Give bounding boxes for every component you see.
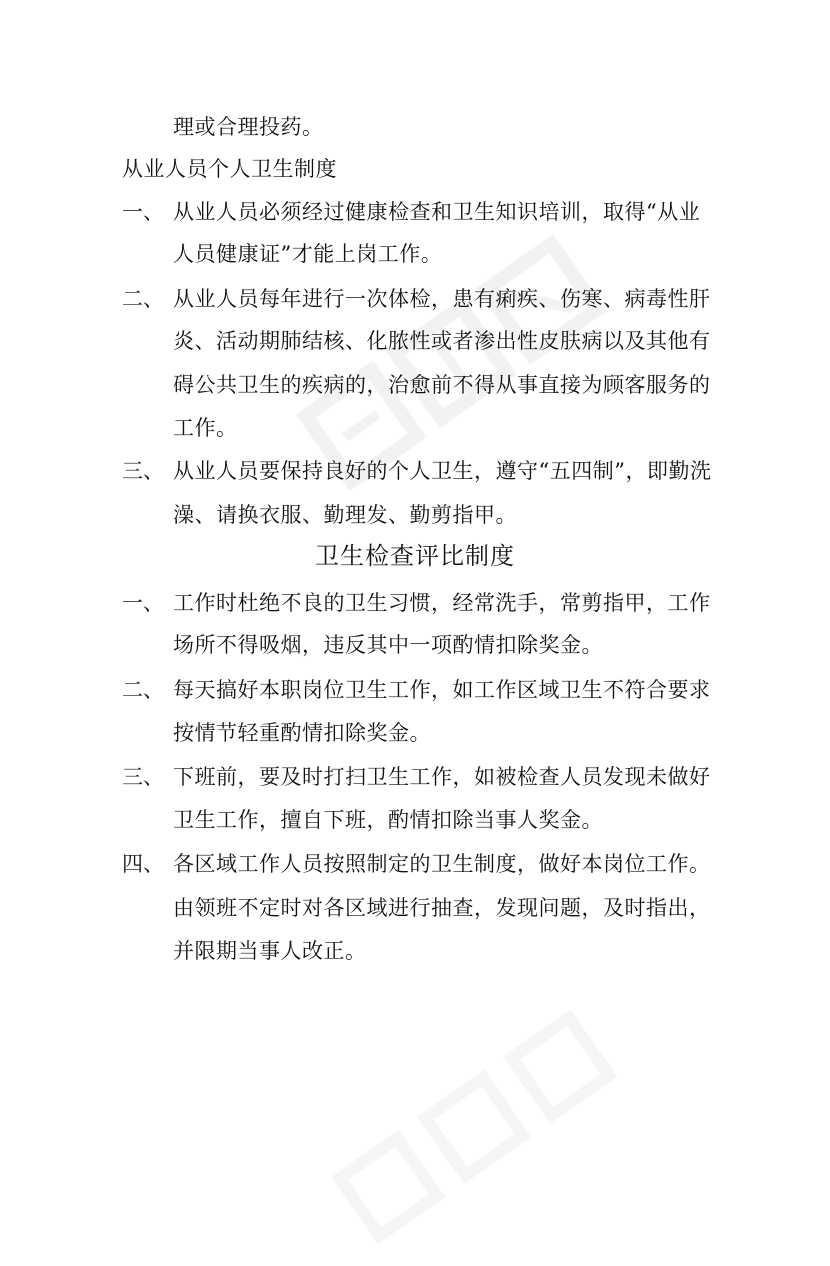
item-line: 工作时杜绝不良的卫生习惯，经常洗手，常剪指甲，工作 [173, 591, 711, 615]
item-line: 由领班不定时对各区域进行抽查，发现问题，及时指出， [173, 896, 711, 920]
item-line: 按情节轻重酌情扣除奖金。 [173, 721, 431, 745]
watermark-icon [326, 1004, 635, 1266]
item-line: 下班前，要及时打扫卫生工作，如被检查人员发现未做好 [173, 765, 711, 789]
item-line: 从业人员要保持良好的个人卫生，遵守“五四制”，即勤洗 [173, 459, 712, 483]
item-marker: 三、 [122, 459, 164, 483]
section-title: 从业人员个人卫生制度 [122, 157, 337, 181]
item-line: 从业人员每年进行一次体检，患有痢疾、伤寒、病毒性肝 [173, 287, 711, 311]
item-line: 场所不得吸烟，违反其中一项酌情扣除奖金。 [173, 633, 603, 657]
item-marker: 四、 [122, 852, 164, 876]
item-line: 工作。 [173, 416, 238, 440]
item-line: 各区域工作人员按照制定的卫生制度，做好本岗位工作。 [173, 852, 711, 876]
item-marker: 一、 [122, 200, 164, 224]
item-line: 并限期当事人改正。 [173, 939, 367, 963]
item-line: 炎、活动期肺结核、化脓性或者渗出性皮肤病以及其他有 [173, 329, 711, 353]
section-heading: 卫生检查评比制度 [315, 542, 515, 570]
item-marker: 二、 [122, 678, 164, 702]
item-line: 卫生工作，擅自下班，酌情扣除当事人奖金。 [173, 808, 603, 832]
continuation-text: 理或合理投药。 [173, 115, 324, 139]
item-marker: 一、 [122, 591, 164, 615]
item-line: 每天搞好本职岗位卫生工作，如工作区域卫生不符合要求 [173, 678, 711, 702]
item-line: 碍公共卫生的疾病的，治愈前不得从事直接为顾客服务的 [173, 373, 711, 397]
item-line: 人员健康证”才能上岗工作。 [173, 242, 443, 266]
item-marker: 二、 [122, 287, 164, 311]
item-line: 澡、请换衣服、勤理发、勤剪指甲。 [173, 503, 517, 527]
item-marker: 三、 [122, 765, 164, 789]
item-line: 从业人员必须经过健康检查和卫生知识培训，取得“从业 [173, 200, 701, 224]
